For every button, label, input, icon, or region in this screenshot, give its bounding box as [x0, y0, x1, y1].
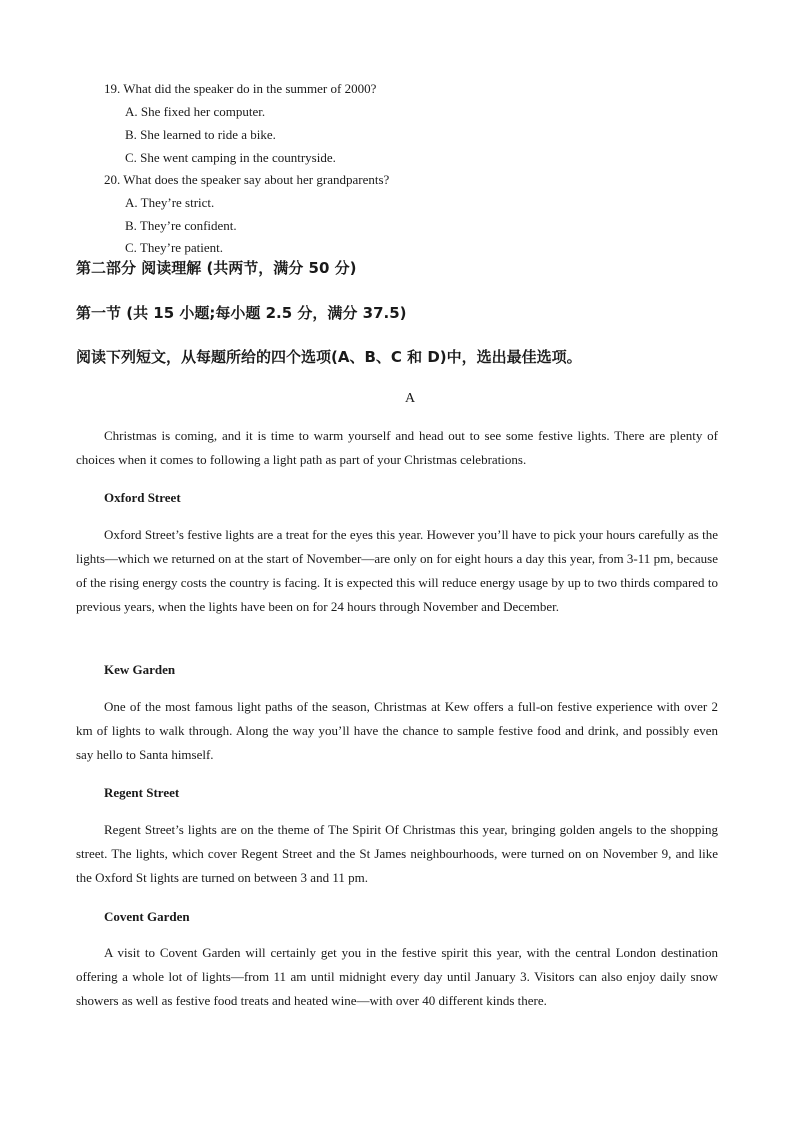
part-title: 第二部分 阅读理解 (共两节，满分 50 分)	[76, 259, 357, 277]
q20-option-c: C. They’re patient.	[125, 240, 223, 255]
q20-option-b: B. They’re confident.	[125, 218, 237, 233]
intro-paragraph: Christmas is coming, and it is time to warm yourself and head out to see some festive lights. There are plenty of choices when it comes to following a light path as part of your Christmas celebrations.	[76, 428, 718, 467]
paragraph-oxford-street: Oxford Street’s festive lights are a treat for the eyes this year. However you’ll have to pick your hours carefully as the lights—which we returned on at the start of November—are only on for eight hours a day this year, from 3-11 pm, because of the rising energy costs the country is facing. It is expected this will reduce energy usage by up to two thirds compared to previous years, when the lights have been on for 24 hours through November and December.	[76, 527, 718, 614]
passage-label: A	[404, 391, 416, 406]
reading-instruction: 阅读下列短文，从每题所给的四个选项(A、B、C 和 D)中，选出最佳选项。	[76, 348, 582, 366]
q19-option-c: C. She went camping in the countryside.	[125, 150, 336, 165]
heading-oxford-street: Oxford Street	[104, 490, 181, 505]
q19-option-a: A. She fixed her computer.	[125, 104, 266, 119]
heading-covent-garden: Covent Garden	[104, 909, 190, 924]
heading-regent-street: Regent Street	[104, 785, 180, 800]
section-title: 第一节 (共 15 小题;每小题 2.5 分，满分 37.5)	[76, 304, 407, 322]
q20-option-a: A. They’re strict.	[125, 195, 215, 210]
question-19: 19. What did the speaker do in the summer of 2000?	[104, 81, 377, 96]
heading-kew-garden: Kew Garden	[104, 662, 176, 677]
question-20: 20. What does the speaker say about her grandparents?	[104, 172, 390, 187]
paragraph-covent-garden: A visit to Covent Garden will certainly get you in the festive spirit this year, with the central London destination offering a whole lot of lights—from 11 am until midnight every day until January 3. Visitors can also enjoy daily snow showers as well as festive food treats and heated wine—with over 40 different kinds there.	[76, 945, 718, 1008]
paragraph-kew-garden: One of the most famous light paths of the season, Christmas at Kew offers a full-on festive experience with over 2 km of lights to walk through. Along the way you’ll have the chance to sample festive food and drink, and possibly even say hello to Santa himself.	[76, 699, 718, 762]
paragraph-regent-street: Regent Street’s lights are on the theme of The Spirit Of Christmas this year, bringing golden angels to the shopping street. The lights, which cover Regent Street and the St James neighbourhoods, were turned on on November 9, and like the Oxford St lights are turned on between 3 and 11 pm.	[76, 822, 718, 885]
q19-option-b: B. She learned to ride a bike.	[125, 127, 276, 142]
